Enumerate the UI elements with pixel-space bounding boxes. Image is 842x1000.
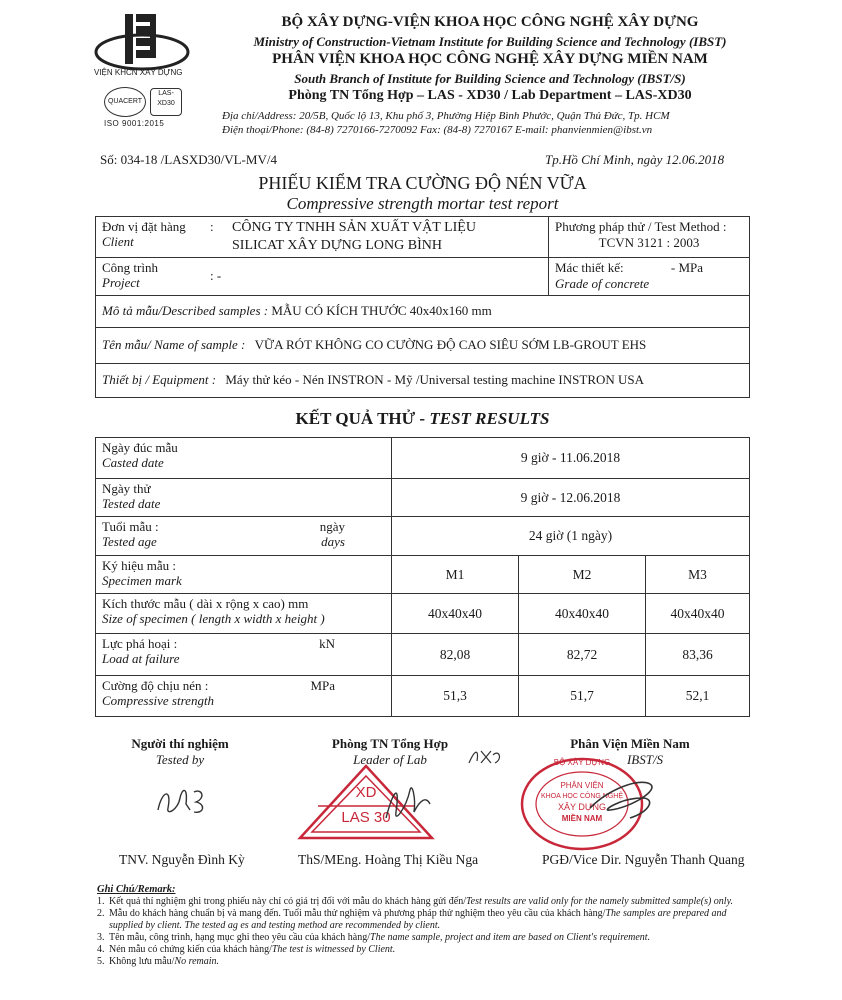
results-heading-en: TEST RESULTS	[429, 409, 550, 428]
doc-title-vi: PHIẾU KIỂM TRA CƯỜNG ĐỘ NÉN VỮA	[258, 173, 587, 193]
results-table	[95, 437, 750, 717]
lab-stamp-bottom: LAS 30	[341, 809, 391, 826]
seal-line-4: MIỀN NAM	[561, 814, 603, 823]
header-line-5: Phòng TN Tổng Hợp – LAS - XD30 / Lab Department – LAS-XD30	[288, 88, 692, 103]
remark-item	[97, 908, 757, 932]
tested-label-vi: Ngày thử	[102, 481, 151, 496]
size-m2: 40x40x40	[519, 594, 646, 634]
quacert-badge	[104, 87, 146, 117]
client-colon: :	[210, 219, 214, 234]
header-line-3: PHÂN VIỆN KHOA HỌC CÔNG NGHỆ XÂY DỰNG MIỀN NAM	[272, 51, 708, 67]
lab-stamp-top: XD	[355, 784, 377, 801]
load-label-cell	[96, 634, 392, 676]
size-label-en: Size of specimen ( length x width x height )	[102, 611, 325, 626]
load-unit: kN	[319, 636, 335, 651]
leader-title-vi: Phòng TN Tổng Hợp	[331, 736, 449, 751]
tested-label-cell	[96, 479, 392, 517]
size-m3: 40x40x40	[646, 594, 750, 634]
tester-title-en: Tested by	[155, 752, 205, 767]
sample-name-value: VỮA RÓT KHÔNG CO CƯỜNG ĐỘ CAO SIÊU SỚM LB-GROUT EHS	[254, 337, 647, 352]
remark-text-vi: Nén mẫu có chứng kiến của khách hàng/	[109, 944, 272, 955]
age-value: 24 giờ (1 ngày)	[392, 517, 750, 556]
remark-number: 5.	[97, 956, 105, 967]
strength-unit: MPa	[310, 678, 335, 693]
age-unit-vi: ngày	[319, 519, 345, 534]
sample-desc-cell	[96, 296, 750, 328]
remark-number: 4.	[97, 944, 105, 955]
load-m3: 83,36	[646, 634, 750, 676]
remark-number: 1.	[97, 896, 105, 907]
grade-cell	[549, 258, 750, 296]
casted-label-en: Casted date	[102, 455, 164, 470]
casted-label-vi: Ngày đúc mẫu	[102, 440, 178, 455]
leader-name: ThS/MEng. Hoàng Thị Kiều Nga	[298, 852, 479, 867]
branch-title-en: IBST/S	[626, 752, 664, 767]
tester-block	[110, 736, 250, 768]
client-label-en: Client	[102, 234, 134, 249]
strength-label-vi: Cường độ chịu nén :	[102, 678, 209, 693]
casted-value: 9 giờ - 11.06.2018	[392, 438, 750, 479]
branch-name: PGĐ/Vice Dir. Nguyễn Thanh Quang	[542, 852, 745, 867]
method-value: TCVN 3121 : 2003	[598, 235, 700, 250]
remark-text-en: Test results are valid only for the namely submitted sample(s) only.	[466, 896, 733, 907]
size-label-cell	[96, 594, 392, 634]
remark-text-en: The name sample, project and item are based on Client's requirement.	[370, 932, 651, 943]
mark-m3: M3	[646, 556, 750, 594]
mark-label-vi: Ký hiệu mẫu :	[102, 558, 177, 573]
strength-m1: 51,3	[392, 676, 519, 717]
las-badge	[150, 88, 182, 116]
load-m1: 82,08	[392, 634, 519, 676]
header-address: Địa chỉ/Address: 20/5B, Quốc lộ 13, Khu phố 3, Phường Hiệp Bình Phước, Quận Thủ Đức, Tp. HCM	[222, 110, 670, 122]
remark-text-en: The samples are prepared and supplied by client. The tested ag es and testing method are recommended by client.	[109, 908, 727, 931]
sample-name-cell	[96, 328, 750, 364]
header-phone: Điện thoại/Phone: (84-8) 7270166-7270092 Fax: (84-8) 7270167 E-mail: phanvienmien@ibst.vn	[222, 124, 653, 136]
equipment-label: Thiết bị / Equipment :	[102, 372, 217, 387]
client-value-line-2: SILICAT XÂY DỰNG LONG BÌNH	[232, 238, 442, 253]
method-cell	[549, 217, 750, 258]
age-unit-en: days	[321, 534, 345, 549]
results-heading-vi: KẾT QUẢ THỬ -	[295, 409, 426, 428]
strength-label-cell	[96, 676, 392, 717]
project-cell	[96, 258, 549, 296]
mark-m2: M2	[519, 556, 646, 594]
size-m1: 40x40x40	[392, 594, 519, 634]
mark-label-en: Specimen mark	[102, 573, 182, 588]
seal-line-1: PHÂN VIỆN	[560, 781, 604, 790]
project-value: : -	[210, 268, 222, 283]
remark-item	[97, 956, 757, 968]
age-label-vi: Tuổi mẫu :	[102, 519, 159, 534]
remark-text-vi: Kết quả thí nghiệm ghi trong phiếu này chỉ có giá trị đối với mẫu do khách hàng gửi đến/	[109, 896, 467, 907]
header-line-1: BỘ XÂY DỰNG-VIỆN KHOA HỌC CÔNG NGHỆ XÂY DỰNG	[281, 14, 699, 30]
strength-m3: 52,1	[646, 676, 750, 717]
remark-item	[97, 932, 757, 944]
age-label-cell	[96, 517, 392, 556]
seal-line-3: XÂY DỰNG	[557, 802, 607, 812]
leader-initials	[465, 745, 505, 774]
remark-text-vi: Mẫu do khách hàng chuẩn bị và mang đến. Tuổi mẫu thử nghiệm và phương pháp thử nghiệm theo yêu cầu của khách hàng/	[109, 908, 606, 919]
seal-ring-text: BỘ XÂY DỰNG	[553, 758, 611, 767]
seal-line-2: KHOA HỌC CÔNG NGHỆ	[540, 793, 624, 800]
age-label-en: Tested age	[102, 534, 157, 549]
tester-name: TNV. Nguyễn Đình Kỳ	[119, 852, 245, 867]
remark-number: 2.	[97, 908, 105, 919]
grade-label-en: Grade of concrete	[555, 276, 650, 291]
project-label-vi: Công trình	[102, 260, 158, 275]
remark-item	[97, 896, 757, 908]
remarks-title: Ghi Chú/Remark:	[97, 884, 176, 895]
quacert-label: QUACERT	[107, 98, 143, 105]
load-label-vi: Lực phá hoại :	[102, 636, 178, 651]
method-label: Phương pháp thử / Test Method :	[555, 219, 727, 234]
sample-name-label: Tên mẫu/ Name of sample :	[102, 337, 246, 352]
client-label-vi: Đơn vị đặt hàng	[102, 219, 186, 234]
strength-m2: 51,7	[519, 676, 646, 717]
leader-signature	[380, 778, 440, 833]
header-line-2: Ministry of Construction-Vietnam Institute for Building Science and Technology (IBST)	[253, 34, 727, 49]
client-cell	[96, 217, 549, 258]
project-label-en: Project	[102, 275, 140, 290]
remark-text-en: No remain.	[174, 956, 220, 967]
remark-text-vi: Tên mẫu, công trình, hạng mục ghi theo yêu cầu của khách hàng/	[109, 932, 371, 943]
remark-item	[97, 944, 757, 956]
logo-caption: VIỆN KHCN XÂY DỰNG	[94, 68, 183, 77]
remark-number: 3.	[97, 932, 105, 943]
leader-title-en: Leader of Lab	[353, 752, 427, 767]
load-label-en: Load at failure	[102, 651, 180, 666]
tested-value: 9 giờ - 12.06.2018	[392, 479, 750, 517]
remark-text-en: The test is witnessed by Client.	[271, 944, 396, 955]
las-label: LAS-XD30	[157, 90, 175, 107]
sample-desc-value: MẪU CÓ KÍCH THƯỚC 40x40x160 mm	[271, 303, 492, 318]
tester-signature	[150, 780, 220, 825]
strength-label-en: Compressive strength	[102, 693, 215, 708]
results-heading	[95, 409, 750, 429]
size-label-vi: Kích thước mẫu ( dài x rộng x cao) mm	[102, 596, 309, 611]
sample-desc-label: Mô tả mẫu/Described samples :	[102, 303, 269, 318]
grade-label-vi: Mác thiết kế:	[555, 260, 624, 275]
branch-title-vi: Phân Viện Miền Nam	[570, 736, 690, 751]
equipment-value: Máy thử kéo - Nén INSTRON - Mỹ /Universal testing machine INSTRON USA	[225, 372, 645, 387]
load-m2: 82,72	[519, 634, 646, 676]
tested-label-en: Tested date	[102, 496, 161, 511]
casted-label-cell	[96, 438, 392, 479]
doc-number: Số: 034-18 /LASXD30/VL-MV/4	[100, 152, 277, 167]
client-value-line-1: CÔNG TY TNHH SẢN XUẤT VẬT LIỆU	[232, 220, 476, 235]
remark-text-vi: Không lưu mẫu/	[109, 956, 175, 967]
remarks-section	[97, 884, 757, 968]
branch-signature	[570, 768, 670, 833]
mark-m1: M1	[392, 556, 519, 594]
mark-label-cell	[96, 556, 392, 594]
tester-title-vi: Người thí nghiệm	[131, 736, 229, 751]
grade-unit: - MPa	[670, 260, 703, 275]
sample-info-table	[95, 216, 750, 398]
doc-place-date: Tp.Hồ Chí Minh, ngày 12.06.2018	[545, 152, 725, 167]
iso-label: ISO 9001:2015	[104, 119, 165, 128]
equipment-cell	[96, 364, 750, 398]
doc-title-en: Compressive strength mortar test report	[286, 194, 559, 213]
header-line-4: South Branch of Institute for Building Science and Technology (IBST/S)	[294, 71, 686, 86]
